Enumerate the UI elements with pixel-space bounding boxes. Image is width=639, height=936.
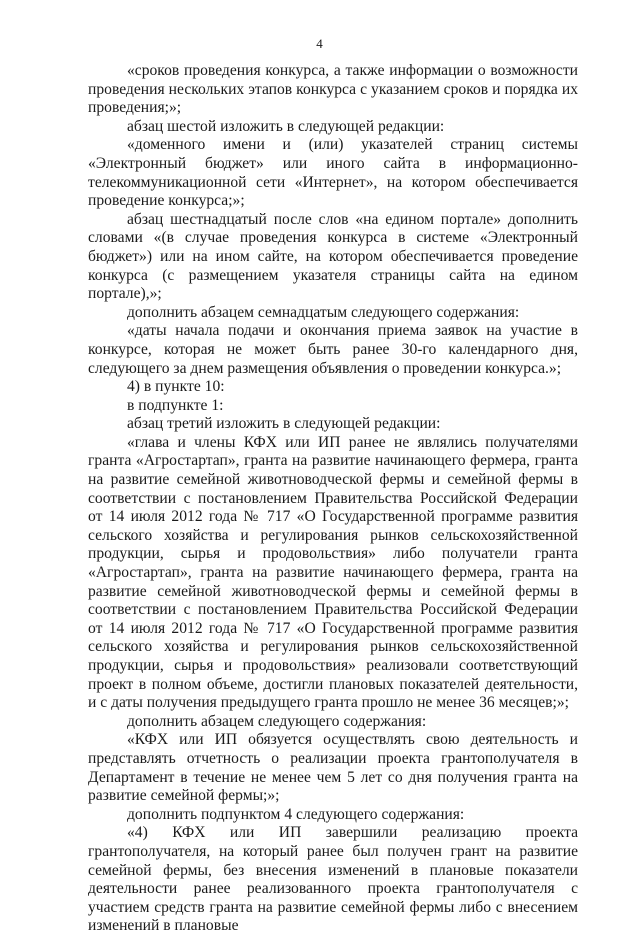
paragraph-item-4: 4) в пункте 10: bbox=[127, 378, 225, 396]
paragraph-add-subitem-4: дополнить подпунктом 4 следующего содержания: bbox=[127, 805, 465, 823]
paragraph-amend-sixteenth: абзац шестнадцатый после слов «на едином портале» дополнить словами «(в случае проведения конкурса в системе «Электронный бюджет») или на ином сайте, на котором обеспечивается проведение конкурса (с размещением указателя страницы сайта на едином портале),»; bbox=[88, 210, 578, 303]
paragraph-quote-domain: «доменного имени и (или) указателей страниц системы «Электронный бюджет» или иного сайта в информационно-телекоммуникационной сети «Интернет», на котором обеспечивается проведение конкурса;»; bbox=[88, 136, 578, 210]
page-number: 4 bbox=[316, 36, 323, 51]
paragraph-quote-obligation: «КФХ или ИП обязуется осуществлять свою деятельность и представлять отчетность о реализации проекта грантополучателя в Департамент в течение не менее чем 5 лет со дня получения гранта на развитие семейной фермы;»; bbox=[88, 731, 578, 805]
paragraph-amend-third: абзац третий изложить в следующей редакции: bbox=[127, 415, 441, 433]
paragraph-quote-deadlines: «сроков проведения конкурса, а также информации о возможности проведения нескольких этапов конкурса с указанием сроков и порядка их проведения;»; bbox=[88, 62, 578, 117]
paragraph-amend-sixth: абзац шестой изложить в следующей редакции: bbox=[127, 117, 445, 135]
paragraph-add-following: дополнить абзацем следующего содержания: bbox=[127, 712, 427, 730]
paragraph-quote-dates: «даты начала подачи и окончания приема заявок на участие в конкурсе, которая не может быть ранее 30-го календарного дня, следующего за днем размещения объявления о проведении конкурса.»; bbox=[88, 322, 578, 377]
paragraph-add-seventeenth: дополнить абзацем семнадцатым следующего содержания: bbox=[127, 303, 520, 321]
paragraph-subitem-1: в подпункте 1: bbox=[127, 396, 224, 414]
paragraph-quote-grant-recipients: «глава и члены КФХ или ИП ранее не являлись получателями гранта «Агростартап», гранта на развитие начинающего фермера, гранта на развитие семейной животноводческой фермы и семейной фермы в соответствии с постановлением Правительства Российской Федерации от 14 июля 2012 года № 717 «О Государственной программе развития сельского хозяйства и регулирования рынков сельскохозяйственной продукции, сырья и продовольствия» либо получатели гранта «Агростартап», гранта на развитие начинающего фермера, гранта на развитие семейной животноводческой фермы и семейной фермы в соответствии с постановлением Правительства Российской Федерации от 14 июля 2012 года № 717 «О Государственной программе развития сельского хозяйства и регулирования рынков сельскохозяйственной продукции, сырья и продовольствия» реализовали соответствующий проект в полном объеме, достигли плановых показателей деятельности, и с даты получения предыдущего гранта прошло не менее 36 месяцев;»; bbox=[88, 433, 578, 712]
paragraph-quote-subitem-4: «4) КФХ или ИП завершили реализацию проекта грантополучателя, на который ранее был получен грант на развитие семейной фермы, без внесения изменений в плановые показатели деятельности ранее реализованного проекта грантополучателя с участием средств гранта на развитие семейной фермы либо с внесением изменений в плановые bbox=[88, 824, 578, 935]
document-body bbox=[88, 62, 578, 936]
